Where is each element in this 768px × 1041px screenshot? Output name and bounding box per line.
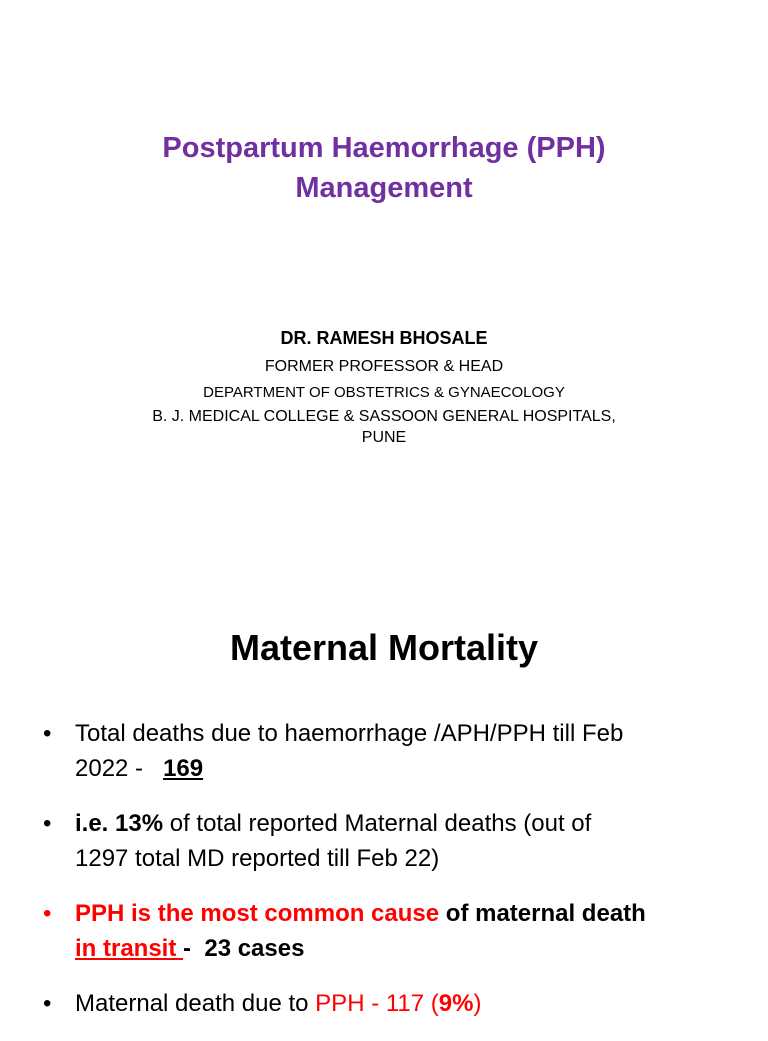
institution-line-1: B. J. MEDICAL COLLEGE & SASSOON GENERAL HOSPITALS,: [152, 408, 616, 425]
bullet-3-bold-text: of maternal death: [439, 900, 646, 927]
bullet-item: [40, 986, 730, 1021]
title-line-1: Postpartum Haemorrhage (PPH): [162, 132, 606, 164]
bullet-item: [40, 896, 730, 966]
in-transit-text: in transit: [75, 935, 184, 962]
death-count-value: 169: [163, 755, 204, 782]
bullet-4-line-1: [75, 986, 730, 1021]
bullet-2-line-2: 1297 total MD reported till Feb 22): [75, 845, 440, 872]
pph-close-paren: ): [473, 990, 482, 1017]
bullet-3-line-1: [75, 896, 730, 931]
pph-percentage: 9%: [438, 990, 474, 1017]
author-role: FORMER PROFESSOR & HEAD: [264, 358, 504, 375]
bullet-icon: •: [43, 900, 52, 927]
author-institution: [0, 406, 768, 448]
bullet-icon: •: [43, 810, 52, 837]
author-name: DR. RAMESH BHOSALE: [280, 328, 488, 348]
bullet-list: [40, 716, 730, 1041]
slide-heading: Maternal Mortality: [229, 627, 539, 668]
bullet-3-line-2: [75, 931, 730, 966]
bullet-icon: •: [43, 990, 52, 1017]
bullet-1-line-1: Total deaths due to haemorrhage /APH/PPH till Feb: [75, 720, 624, 747]
percentage-prefix: i.e. 13%: [75, 810, 164, 837]
title-line-2: Management: [295, 172, 473, 204]
bullet-icon: •: [43, 720, 52, 747]
bullet-item: [40, 716, 730, 786]
bullet-1-prefix: 2022 -: [75, 755, 164, 782]
maternal-mortality-slide: [0, 540, 768, 1024]
bullet-2-text: of total reported Maternal deaths (out of: [163, 810, 592, 837]
common-cause-text: PPH is the most common cause: [75, 900, 440, 927]
bullet-4-text: Maternal death due to: [75, 990, 316, 1017]
slide-title: [0, 128, 768, 208]
author-department: DEPARTMENT OF OBSTETRICS & GYNAECOLOGY: [203, 384, 565, 401]
bullet-1-line-2: [75, 751, 730, 786]
bullet-2-line-1: [75, 806, 730, 841]
bullet-item: [40, 806, 730, 876]
pph-count-text: PPH - 117 (: [315, 990, 439, 1017]
transit-cases-text: - 23 cases: [183, 935, 305, 962]
institution-line-2: PUNE: [361, 429, 407, 446]
